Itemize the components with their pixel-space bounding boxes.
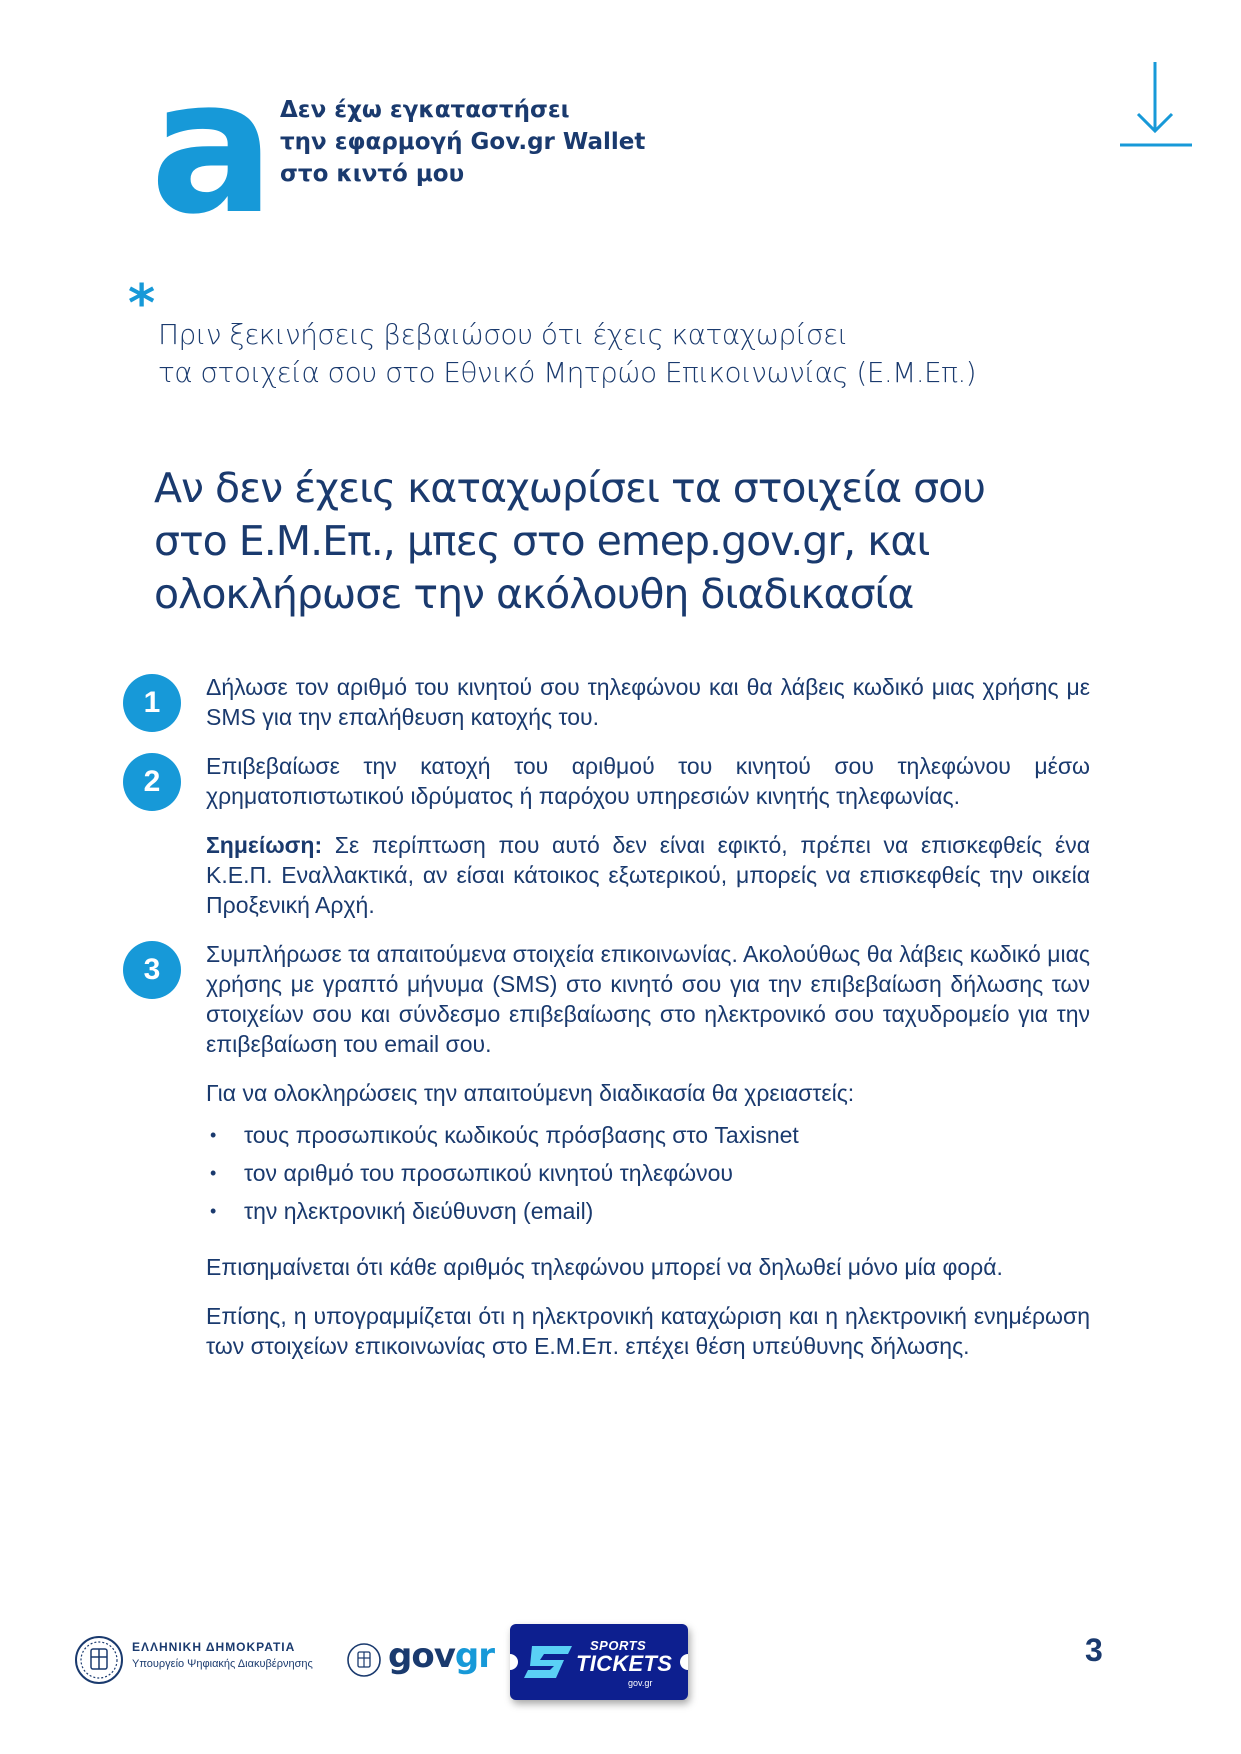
remark: Επισημαίνεται ότι κάθε αριθμός τηλεφώνου μπορεί να δηλωθεί μόνο μία φορά. xyxy=(206,1254,1003,1280)
list-item: • τους προσωπικούς κωδικούς πρόσβασης στο Taxisnet xyxy=(206,1116,1090,1154)
page-number: 3 xyxy=(1085,1632,1103,1668)
government-label xyxy=(132,1640,313,1670)
step-number-badge: 3 xyxy=(123,941,181,999)
headline xyxy=(154,462,985,621)
section-title-line: την εφαρμογή Gov.gr Wallet xyxy=(280,129,646,155)
requirements-list xyxy=(206,1116,1090,1230)
note-label: Σημείωση: xyxy=(206,832,323,858)
headline-line: ολοκλήρωσε την ακόλουθη διαδικασία xyxy=(154,570,914,618)
ministry-name: Υπουργείο Ψηφιακής Διακυβέρνησης xyxy=(132,1658,313,1670)
asterisk-icon: * xyxy=(128,274,156,334)
note-line: Πριν ξεκινήσεις βεβαιώσου ότι έχεις καταχωρίσει xyxy=(158,318,848,351)
list-item: • την ηλεκτρονική διεύθυνση (email) xyxy=(206,1192,1090,1230)
remark: Επίσης, η υπογραμμίζεται ότι η ηλεκτρονική καταχώριση και η ηλεκτρονική ενημέρωση των στοιχείων επικοινωνίας στο Ε.Μ.Επ. επέχει θέση υπεύθυνης δήλωσης. xyxy=(206,1303,1090,1359)
hellenic-republic-seal-icon xyxy=(74,1635,124,1685)
govgr-logo-gr: gr xyxy=(454,1636,494,1676)
tickets-label: TICKETS xyxy=(576,1651,673,1676)
list-item: • τον αριθμό του προσωπικού κινητού τηλεφώνου xyxy=(206,1154,1090,1192)
govgr-logo-gov: gov xyxy=(388,1636,455,1676)
govgr-logo xyxy=(388,1636,494,1676)
section-title-line: Δεν έχω εγκαταστήσει xyxy=(280,97,570,123)
step-1 xyxy=(122,672,1090,732)
footer xyxy=(0,1620,1241,1740)
steps-list xyxy=(122,672,1090,1380)
headline-line: Αν δεν έχεις καταχωρίσει τα στοιχεία σου xyxy=(154,464,985,512)
step-text: Δήλωσε τον αριθμό του κινητού σου τηλεφώνου και θα λάβεις κωδικό μιας χρήσης με SMS για την επαλήθευση κατοχής του. xyxy=(206,674,1090,730)
section-letter: a xyxy=(150,39,271,255)
sports-label: SPORTS xyxy=(590,1638,647,1653)
government-name: ΕΛΛΗΝΙΚΗ ΔΗΜΟΚΡΑΤΙΑ xyxy=(132,1640,296,1654)
step-note xyxy=(206,830,1090,920)
step-text: Συμπλήρωσε τα απαιτούμενα στοιχεία επικοινωνίας. Ακολούθως θα λάβεις κωδικό μιας χρήσης με γραπτό μήνυμα (SMS) στο κινητό σου για την επιβεβαίωση δήλωσης των στοιχείων σου και σύνδεσμο επιβεβαίωσης στο ηλεκτρονικό σου ταχυδρομείο για την επιβεβαίωση του email σου. xyxy=(206,941,1090,1057)
step-2 xyxy=(122,751,1090,920)
section-title-line: στο κιντό μου xyxy=(280,161,465,187)
tickets-gov-label: gov.gr xyxy=(628,1678,653,1688)
section-title xyxy=(280,94,645,190)
step-3 xyxy=(122,939,1090,1361)
note-text: Σε περίπτωση που αυτό δεν είναι εφικτό, πρέπει να επισκεφθείς ένα Κ.Ε.Π. Εναλλακτικά, αν είσαι κάτοικος εξωτερικού, μπορείς να επισκεφθείς την οικεία Προξενική Αρχή. xyxy=(206,832,1090,918)
requirements-intro: Για να ολοκληρώσεις την απαιτούμενη διαδικασία θα χρειαστείς: xyxy=(206,1080,855,1106)
prerequisite-note xyxy=(158,316,976,392)
step-number-badge: 1 xyxy=(123,674,181,732)
headline-line: στο Ε.Μ.Επ., μπες στο emep.gov.gr, και xyxy=(154,517,930,565)
sports-tickets-logo xyxy=(510,1624,688,1700)
download-arrow-icon xyxy=(1120,62,1194,168)
govgr-seal-icon xyxy=(346,1642,382,1678)
step-text: Επιβεβαίωσε την κατοχή του αριθμού του κινητού σου τηλεφώνου μέσω χρηματοπιστωτικού ιδρύματος ή παρόχου υπηρεσιών κινητής τηλεφωνίας. xyxy=(206,753,1090,809)
note-line: τα στοιχεία σου στο Εθνικό Μητρώο Επικοινωνίας (Ε.Μ.Επ.) xyxy=(158,356,976,389)
step-number-badge: 2 xyxy=(123,753,181,811)
